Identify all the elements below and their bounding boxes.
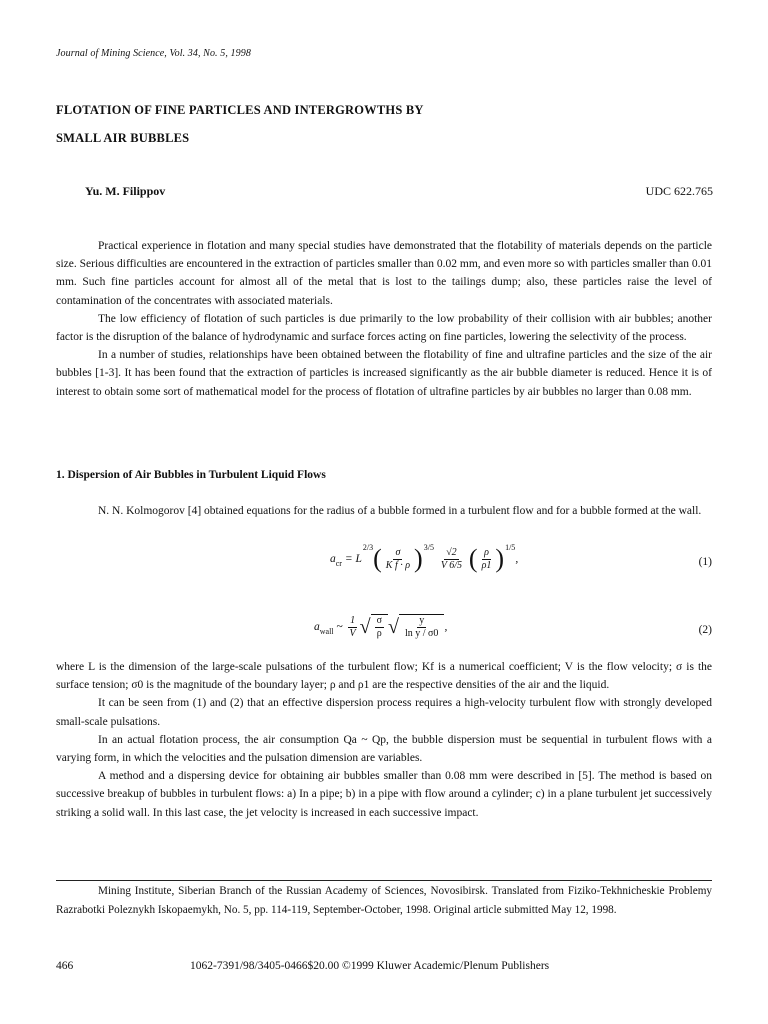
equation-2-formula: [314, 614, 447, 640]
title-line-2: SMALL AIR BUBBLES: [56, 131, 190, 145]
section-lead-paragraph: N. N. Kolmogorov [4] obtained equations for the radius of a bubble formed in a turbulent flow and for a bubble formed at the wall.: [98, 505, 702, 517]
intro-paragraph-3: In a number of studies, relationships have been obtained between the flotability of fine and ultrafine particles and the size of the air bubbles [1-3]. It has been found that the extraction of particles is increased significantly as the air bubble diameter is reduced. Hence it is of interest to obtain some sort of mathematical model for the process of flotation of ultrafine particles by air bubbles no larger than 0.08 mm.: [56, 349, 712, 398]
section-paragraph-2: It can be seen from (1) and (2) that an effective dispersion process requires a high-velocity turbulent flow with strongly developed small-scale pulsations.: [56, 697, 712, 728]
udc-code: UDC 622.765: [645, 184, 713, 198]
eq1-lhs: a: [330, 553, 336, 565]
eq2-lhs-sub: wall: [319, 626, 334, 636]
eq1-lhs-sub: cr: [335, 558, 342, 568]
section-lead: [56, 502, 712, 520]
eq2-sqrt-1: √ $\frac{\sigma}{\rho}$: [360, 614, 388, 640]
eq2-lhs: a: [314, 621, 320, 633]
eq2-rho: ρ: [376, 628, 382, 639]
page-number: 466: [56, 960, 74, 972]
eq2-V: V: [349, 627, 356, 639]
equation-2: [56, 612, 712, 652]
equation-1-formula: a cr = L 2/3 ( $\frac{\sigma}{\text{K f · ρ}}$ ) 3/5 $\frac{√2}{V 6/5}$ ( $\frac{\rho}{\rho 1}$ ) 1/5 ,: [330, 542, 519, 573]
eq1-L: L: [355, 553, 362, 565]
eq2-ln: ln y / σ0: [404, 628, 439, 639]
author-name: Yu. M. Filippov: [85, 184, 166, 198]
equation-1-number: (1): [698, 556, 712, 568]
eq2-sigma: σ: [376, 615, 382, 626]
eq1-rho1: ρ1: [481, 559, 492, 571]
footnote-text: Mining Institute, Siberian Branch of the Russian Academy of Sciences, Novosibirsk. Translated from Fiziko-Tekhnicheskie Problemy Razrabotki Poleznykh Iskopaemykh, No. 5, pp. 114-119, September-October, 1998. Original article submitted May 12, 1998.: [56, 885, 712, 916]
eq1-v-pow: V 6/5: [440, 559, 463, 571]
equation-1: [56, 540, 712, 590]
title-line-1: FLOTATION OF FINE PARTICLES AND INTERGROWTHS BY: [56, 103, 424, 117]
eq2-approx: ~: [336, 621, 343, 633]
footnote: [56, 882, 712, 920]
article-title: [56, 96, 716, 152]
eq2-sqrt-2: √ $\frac{y}{\text{ln y / σ0}}$: [388, 614, 444, 640]
eq1-sigma: σ: [395, 546, 401, 558]
eq2-y: y: [419, 615, 425, 626]
eq1-exp1: 3/5: [423, 542, 434, 552]
introduction: [56, 237, 712, 401]
section-paragraph-1: where L is the dimension of the large-scale pulsations of the turbulent flow; Kf is a numerical coefficient; V is the flow velocity; σ is the surface tension; σ0 is the magnitude of the boundary layer; ρ and ρ1 are the respective densities of the air and the liquid.: [56, 661, 712, 692]
copyright-line: 1062-7391/98/3405-0466$20.00 ©1999 Kluwer Academic/Plenum Publishers: [190, 960, 550, 972]
intro-paragraph-2: The low efficiency of flotation of such particles is due primarily to the low probability of their collision with air bubbles; another factor is the disruption of the balance of hydrodynamic and surface forces acting on fine particles, lowering the selectivity of the process.: [56, 312, 712, 344]
eq1-exp2: 1/5: [505, 542, 516, 552]
intro-paragraph-1: Practical experience in flotation and many special studies have demonstrated that the flotability of materials depends on the particle size. Serious difficulties are encountered in the extraction of particles smaller than 0.02 mm, and even more so with particles smaller than 0.01 mm. Such fine particles account for almost all of the metal that is lost to the tailings dump; also, these particles raise the level of contamination of the concentrates with associated materials.: [56, 240, 712, 307]
eq2-comma: ,: [444, 621, 448, 633]
footnote-rule: [56, 880, 712, 881]
section-paragraph-3: In an actual flotation process, the air consumption Qa ~ Qp, the bubble dispersion must be sequential in turbulent flows with a varying form, in which the velocities and the pulsation dimension are variables.: [56, 733, 712, 765]
eq1-L-exp: 2/3: [362, 542, 374, 552]
eq1-sqrt2: √2: [446, 546, 457, 558]
eq1-rho: ρ: [484, 546, 489, 558]
journal-citation: Journal of Mining Science, Vol. 34, No. 5, 1998: [56, 48, 251, 59]
eq1-equals: =: [344, 553, 353, 565]
section-heading: 1. Dispersion of Air Bubbles in Turbulent Liquid Flows: [56, 469, 326, 481]
eq2-one: 1: [350, 614, 356, 626]
section-body: [56, 658, 712, 822]
eq1-comma: ,: [515, 553, 519, 565]
eq1-kf-rho: K f · ρ: [385, 559, 411, 571]
equation-2-number: (2): [698, 624, 712, 636]
section-paragraph-4: A method and a dispersing device for obtaining air bubbles smaller than 0.08 mm were described in [5]. The method is based on successive breakup of bubbles in turbulent flows: a) In a pipe; b) in a pipe with flow around a cylinder; c) in a plane turbulent jet successively striking a solid wall. In this last case, the jet velocity is increased in each successive impact.: [56, 770, 712, 819]
